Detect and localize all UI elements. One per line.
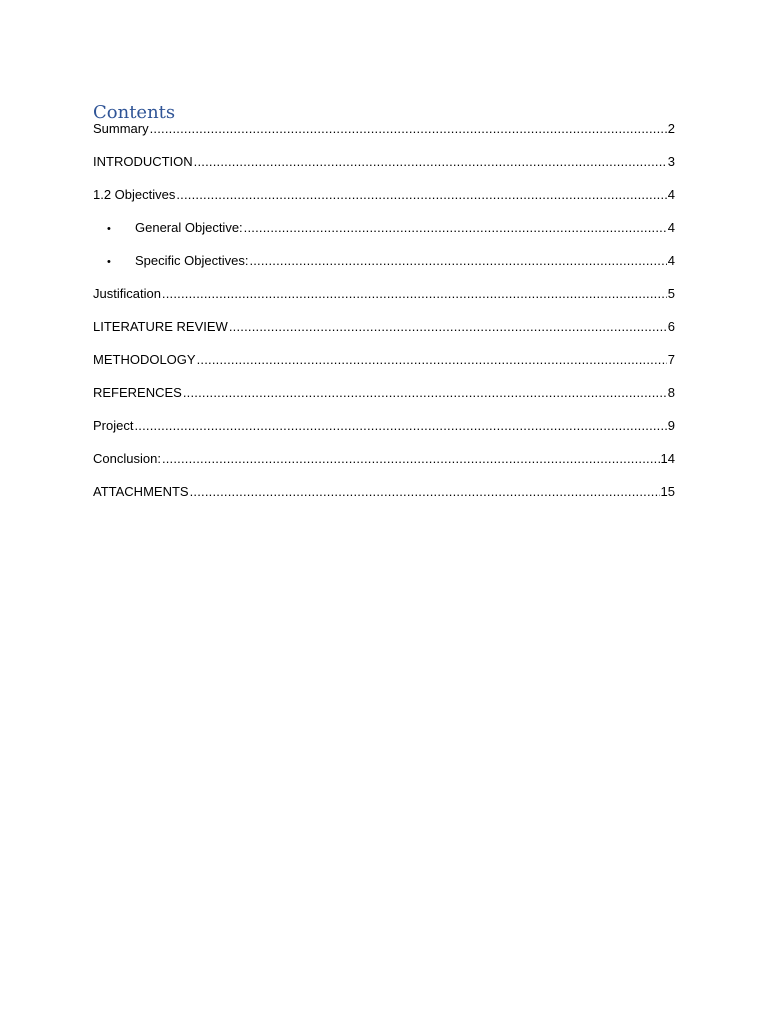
toc-list xyxy=(93,121,675,517)
table-of-contents xyxy=(93,101,675,517)
toc-page-number[interactable]: 8 xyxy=(667,385,675,400)
toc-leader xyxy=(176,187,666,202)
toc-entry-label[interactable]: REFERENCES xyxy=(93,385,182,400)
toc-leader xyxy=(183,385,667,400)
toc-entry-introduction[interactable] xyxy=(93,154,675,187)
toc-leader xyxy=(162,286,667,301)
toc-page-number[interactable]: 2 xyxy=(667,121,675,136)
toc-entry-methodology[interactable] xyxy=(93,352,675,385)
toc-entry-references[interactable] xyxy=(93,385,675,418)
toc-leader xyxy=(190,484,660,499)
toc-page-number[interactable]: 5 xyxy=(667,286,675,301)
toc-entry-justification[interactable] xyxy=(93,286,675,319)
bullet-icon: • xyxy=(107,256,111,268)
toc-entry-label[interactable]: Specific Objectives: xyxy=(135,253,249,268)
toc-entry-specific-objectives[interactable] xyxy=(93,253,675,286)
toc-entry-general-objective[interactable] xyxy=(93,220,675,253)
toc-page-number[interactable]: 3 xyxy=(667,154,675,169)
toc-entry-label[interactable]: Justification xyxy=(93,286,161,301)
toc-page-number[interactable]: 4 xyxy=(667,187,675,202)
toc-leader xyxy=(229,319,667,334)
toc-leader xyxy=(150,121,667,136)
toc-entry-label[interactable]: ATTACHMENTS xyxy=(93,484,189,499)
toc-leader xyxy=(197,352,667,367)
toc-title: Contents xyxy=(93,102,176,123)
toc-entry-literature-review[interactable] xyxy=(93,319,675,352)
toc-entry-label[interactable]: INTRODUCTION xyxy=(93,154,193,169)
toc-entry-label[interactable]: Summary xyxy=(93,121,149,136)
toc-entry-project[interactable] xyxy=(93,418,675,451)
toc-page-number[interactable]: 7 xyxy=(667,352,675,367)
toc-page-number[interactable]: 9 xyxy=(667,418,675,433)
bullet-icon: • xyxy=(107,223,111,235)
toc-entry-label[interactable]: Conclusion: xyxy=(93,451,161,466)
toc-leader xyxy=(244,220,667,235)
toc-leader xyxy=(162,451,660,466)
toc-leader xyxy=(194,154,667,169)
toc-entry-summary[interactable] xyxy=(93,121,675,154)
toc-entry-label[interactable]: General Objective: xyxy=(135,220,243,235)
toc-entry-label[interactable]: METHODOLOGY xyxy=(93,352,196,367)
toc-entry-label[interactable]: Project xyxy=(93,418,134,433)
toc-page-number[interactable]: 4 xyxy=(667,253,675,268)
toc-page-number[interactable]: 6 xyxy=(667,319,675,334)
toc-entry-objectives[interactable] xyxy=(93,187,675,220)
toc-entry-attachments[interactable] xyxy=(93,484,675,517)
toc-entry-conclusion[interactable] xyxy=(93,451,675,484)
toc-page-number[interactable]: 14 xyxy=(660,451,675,466)
toc-entry-label[interactable]: LITERATURE REVIEW xyxy=(93,319,228,334)
toc-page-number[interactable]: 15 xyxy=(660,484,675,499)
toc-leader xyxy=(134,418,666,433)
toc-leader xyxy=(249,253,666,268)
toc-page-number[interactable]: 4 xyxy=(667,220,675,235)
toc-entry-label[interactable]: 1.2 Objectives xyxy=(93,187,176,202)
